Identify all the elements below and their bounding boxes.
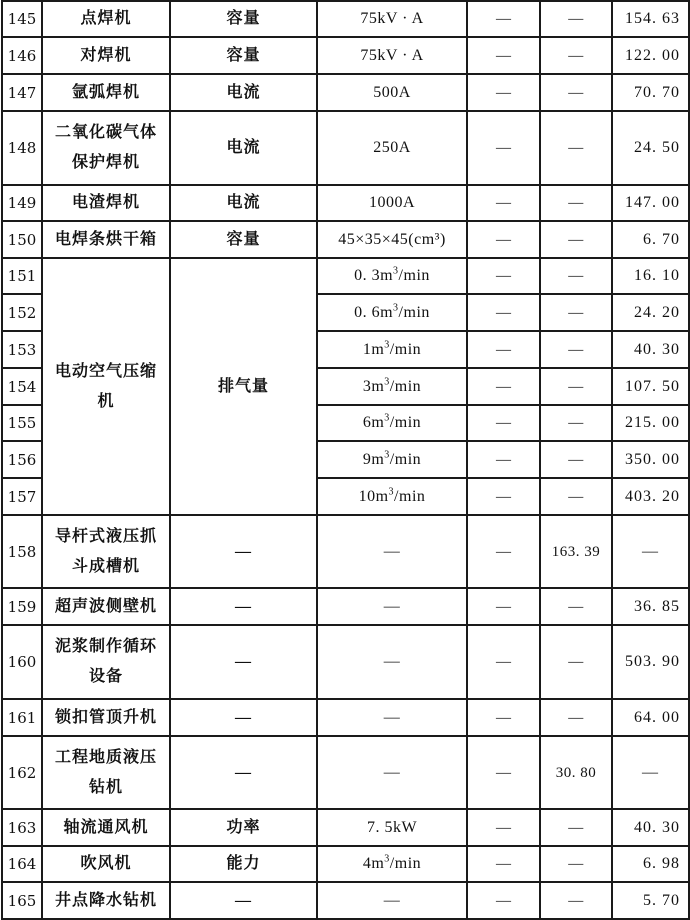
row-number-cell: 151 [2, 258, 42, 294]
price-cell: 6. 70 [612, 221, 689, 258]
performance-indicator-cell: — [170, 882, 317, 919]
table-row [2, 846, 689, 882]
price-cell: 5. 70 [612, 882, 689, 919]
performance-indicator-cell: — [170, 588, 317, 625]
column-5-cell: — [467, 809, 540, 846]
column-5-cell: — [467, 588, 540, 625]
table-body [2, 1, 689, 919]
column-6-cell: — [540, 37, 612, 74]
equipment-name-cell: 二氧化碳气体保护焊机 [42, 111, 170, 185]
row-number-cell: 150 [2, 221, 42, 258]
performance-indicator-cell: 排气量 [170, 258, 317, 515]
specification-cell [317, 258, 467, 294]
column-5-cell: — [467, 185, 540, 221]
row-number-cell: 159 [2, 588, 42, 625]
row-number-cell: 160 [2, 625, 42, 699]
performance-indicator-cell: — [170, 625, 317, 699]
spec-unit: /min [394, 487, 426, 505]
table-row [2, 882, 689, 919]
column-6-cell: — [540, 846, 612, 882]
row-number-cell: 162 [2, 736, 42, 809]
spec-unit: /min [398, 303, 430, 321]
table-row [2, 736, 689, 809]
price-cell: 6. 98 [612, 846, 689, 882]
table-row [2, 74, 689, 111]
table-row [2, 185, 689, 221]
column-6-cell: — [540, 405, 612, 441]
equipment-name-cell: 锁扣管顶升机 [42, 699, 170, 736]
equipment-name-cell: 对焊机 [42, 37, 170, 74]
column-5-cell: — [467, 221, 540, 258]
column-5-cell: — [467, 625, 540, 699]
row-number-cell: 157 [2, 478, 42, 515]
spec-unit: /min [389, 340, 422, 358]
spec-exponent: 3 [384, 376, 390, 388]
row-number-cell: 165 [2, 882, 42, 919]
specification-cell [317, 294, 467, 331]
price-cell: 40. 30 [612, 331, 689, 368]
table-row [2, 258, 689, 294]
column-5-cell: — [467, 478, 540, 515]
equipment-name-cell: 导杆式液压抓斗成槽机 [42, 515, 170, 588]
specification-cell: 1000A [317, 185, 467, 221]
equipment-name-cell: 吹风机 [42, 846, 170, 882]
specification-cell: 250A [317, 111, 467, 185]
equipment-name-cell: 井点降水钻机 [42, 882, 170, 919]
column-6-cell: — [540, 258, 612, 294]
spec-value: 0. 3m [354, 267, 394, 284]
specification-cell: 75kV · A [317, 1, 467, 37]
equipment-name-cell: 泥浆制作循环设备 [42, 625, 170, 699]
performance-indicator-cell: — [170, 515, 317, 588]
specification-cell: — [317, 625, 467, 699]
spec-exponent: 3 [384, 449, 390, 461]
column-5-cell: — [467, 882, 540, 919]
column-6-cell: — [540, 625, 612, 699]
row-number-cell: 146 [2, 37, 42, 74]
column-5-cell: — [467, 294, 540, 331]
spec-unit: /min [389, 855, 422, 872]
column-6-cell: — [540, 331, 612, 368]
performance-indicator-cell: — [170, 736, 317, 809]
performance-indicator-cell: 能力 [170, 846, 317, 882]
row-number-cell: 145 [2, 1, 42, 37]
spec-value: 4m [362, 855, 385, 872]
price-cell: 154. 63 [612, 1, 689, 37]
equipment-name-cell: 轴流通风机 [42, 809, 170, 846]
performance-indicator-cell: 功率 [170, 809, 317, 846]
performance-indicator-cell: 电流 [170, 74, 317, 111]
spec-exponent: 3 [384, 412, 390, 424]
column-6-cell: — [540, 294, 612, 331]
equipment-price-table [1, 0, 690, 920]
row-number-cell: 158 [2, 515, 42, 588]
performance-indicator-cell: — [170, 699, 317, 736]
price-cell: 215. 00 [612, 405, 689, 441]
performance-indicator-cell: 电流 [170, 185, 317, 221]
price-cell: 70. 70 [612, 74, 689, 111]
table-row [2, 111, 689, 185]
column-5-cell: — [467, 515, 540, 588]
spec-exponent: 3 [384, 339, 390, 351]
row-number-cell: 155 [2, 405, 42, 441]
spec-exponent: 3 [393, 265, 399, 277]
spec-value: 3m [362, 377, 385, 395]
price-cell: 403. 20 [612, 478, 689, 515]
specification-cell: — [317, 699, 467, 736]
column-6-cell: — [540, 111, 612, 185]
column-5-cell: — [467, 331, 540, 368]
equipment-name-cell: 电焊条烘干箱 [42, 221, 170, 258]
price-cell: 350. 00 [612, 441, 689, 478]
column-6-cell: — [540, 185, 612, 221]
performance-indicator-cell: 容量 [170, 37, 317, 74]
column-5-cell: — [467, 1, 540, 37]
specification-cell [317, 405, 467, 441]
row-number-cell: 154 [2, 368, 42, 405]
column-6-cell: — [540, 221, 612, 258]
row-number-cell: 147 [2, 74, 42, 111]
equipment-name-cell: 工程地质液压钻机 [42, 736, 170, 809]
column-5-cell: — [467, 846, 540, 882]
spec-exponent: 3 [393, 302, 399, 314]
specification-cell: 75kV · A [317, 37, 467, 74]
specification-cell [317, 478, 467, 515]
equipment-name-cell: 氩弧焊机 [42, 74, 170, 111]
row-number-cell: 153 [2, 331, 42, 368]
table-row [2, 1, 689, 37]
spec-value: 0. 6m [354, 303, 394, 321]
specification-cell: 45×35×45(cm³) [317, 221, 467, 258]
specification-cell: — [317, 515, 467, 588]
spec-unit: /min [389, 450, 422, 468]
spec-value: 10m [358, 487, 389, 505]
table-row [2, 625, 689, 699]
specification-cell: 7. 5kW [317, 809, 467, 846]
price-cell: 24. 50 [612, 111, 689, 185]
specification-cell [317, 331, 467, 368]
price-cell: 147. 00 [612, 185, 689, 221]
column-5-cell: — [467, 258, 540, 294]
specification-cell: 500A [317, 74, 467, 111]
price-cell: 122. 00 [612, 37, 689, 74]
equipment-name-cell: 电渣焊机 [42, 185, 170, 221]
column-6-cell: — [540, 588, 612, 625]
price-cell: 24. 20 [612, 294, 689, 331]
column-6-cell: — [540, 441, 612, 478]
table-row [2, 588, 689, 625]
spec-value: 9m [362, 450, 385, 468]
row-number-cell: 161 [2, 699, 42, 736]
column-6-cell: — [540, 699, 612, 736]
column-6-cell: 30. 80 [540, 736, 612, 809]
column-6-cell: — [540, 882, 612, 919]
column-5-cell: — [467, 699, 540, 736]
column-6-cell: — [540, 1, 612, 37]
table-row [2, 221, 689, 258]
price-cell: 64. 00 [612, 699, 689, 736]
price-cell: — [612, 515, 689, 588]
row-number-cell: 164 [2, 846, 42, 882]
spec-value: 1m [362, 340, 385, 358]
performance-indicator-cell: 容量 [170, 1, 317, 37]
price-cell: — [612, 736, 689, 809]
spec-exponent: 3 [388, 486, 395, 498]
row-number-cell: 163 [2, 809, 42, 846]
table-row [2, 699, 689, 736]
row-number-cell: 156 [2, 441, 42, 478]
table-row [2, 515, 689, 588]
column-5-cell: — [467, 736, 540, 809]
price-cell: 36. 85 [612, 588, 689, 625]
specification-cell [317, 846, 467, 882]
column-5-cell: — [467, 368, 540, 405]
column-6-cell: — [540, 368, 612, 405]
specification-cell: — [317, 882, 467, 919]
equipment-name-cell: 超声波侧壁机 [42, 588, 170, 625]
price-cell: 40. 30 [612, 809, 689, 846]
equipment-name-cell: 点焊机 [42, 1, 170, 37]
column-5-cell: — [467, 441, 540, 478]
row-number-cell: 148 [2, 111, 42, 185]
row-number-cell: 149 [2, 185, 42, 221]
spec-unit: /min [398, 267, 430, 284]
performance-indicator-cell: 电流 [170, 111, 317, 185]
specification-cell [317, 441, 467, 478]
spec-value: 6m [362, 414, 385, 431]
spec-exponent: 3 [384, 853, 390, 865]
column-5-cell: — [467, 37, 540, 74]
price-cell: 107. 50 [612, 368, 689, 405]
specification-cell [317, 368, 467, 405]
column-6-cell: — [540, 809, 612, 846]
price-cell: 16. 10 [612, 258, 689, 294]
equipment-name-cell: 电动空气压缩机 [42, 258, 170, 515]
spec-unit: /min [389, 414, 422, 431]
table-row [2, 809, 689, 846]
row-number-cell: 152 [2, 294, 42, 331]
column-6-cell: — [540, 478, 612, 515]
specification-cell: — [317, 588, 467, 625]
table-row [2, 37, 689, 74]
column-5-cell: — [467, 405, 540, 441]
spec-unit: /min [389, 377, 422, 395]
performance-indicator-cell: 容量 [170, 221, 317, 258]
column-6-cell: — [540, 74, 612, 111]
column-5-cell: — [467, 74, 540, 111]
column-5-cell: — [467, 111, 540, 185]
column-6-cell: 163. 39 [540, 515, 612, 588]
specification-cell: — [317, 736, 467, 809]
price-cell: 503. 90 [612, 625, 689, 699]
